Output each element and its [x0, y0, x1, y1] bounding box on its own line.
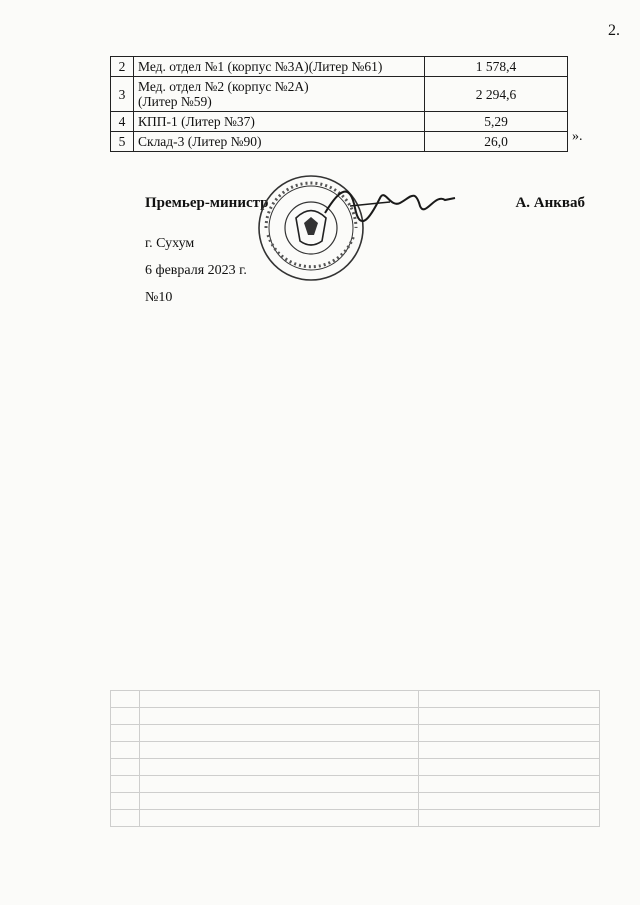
cell-name: Мед. отдел №2 (корпус №2А) (Литер №59): [134, 77, 425, 112]
cell-num: 4: [111, 112, 134, 132]
place-date-block: [145, 230, 247, 311]
table-row: [111, 57, 568, 77]
signer-name: А. Анкваб: [515, 195, 585, 211]
page-number: 2.: [608, 22, 620, 39]
cell-area: 1 578,4: [425, 57, 568, 77]
cell-num: 3: [111, 77, 134, 112]
cell-name: Мед. отдел №1 (корпус №3А)(Литер №61): [134, 57, 425, 77]
handwritten-signature-icon: [320, 178, 460, 228]
cell-area: 2 294,6: [425, 77, 568, 112]
cell-name: КПП-1 (Литер №37): [134, 112, 425, 132]
signer-title: Премьер-министр: [145, 195, 269, 211]
assets-table: [110, 56, 568, 152]
table-row: [111, 77, 568, 112]
document-number: №10: [145, 290, 173, 305]
cell-num: 2: [111, 57, 134, 77]
table-row: [111, 132, 568, 152]
closing-quote: ».: [572, 129, 583, 144]
ghost-table: [110, 690, 600, 827]
cell-name: Склад-3 (Литер №90): [134, 132, 425, 152]
cell-area: 26,0: [425, 132, 568, 152]
place: г. Сухум: [145, 236, 195, 251]
cell-num: 5: [111, 132, 134, 152]
date: 6 февраля 2023 г.: [145, 263, 247, 278]
cell-area: 5,29: [425, 112, 568, 132]
table-row: [111, 112, 568, 132]
